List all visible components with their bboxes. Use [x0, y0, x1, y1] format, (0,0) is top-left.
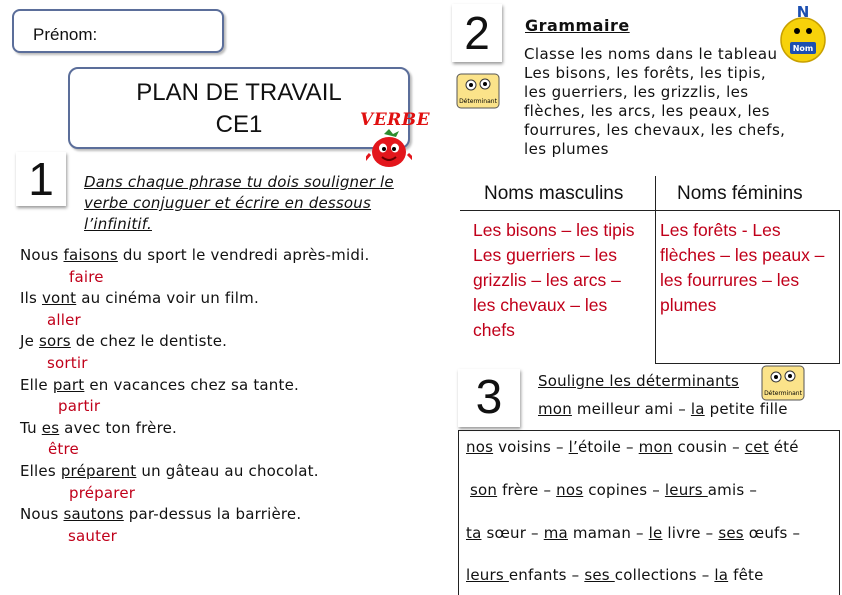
sentence-text: Tu	[20, 418, 42, 437]
instruction-line: Les bisons, les forêts, les tipis,	[524, 64, 767, 82]
section-1-number: 1	[16, 152, 66, 206]
title-line-1: PLAN DE TRAVAIL	[136, 79, 342, 106]
instruction-line: Dans chaque phrase tu dois souligner le	[84, 173, 394, 191]
nom-character-icon	[778, 2, 828, 64]
determinant-text: collections –	[614, 566, 715, 584]
table-header-masculins: Noms masculins	[484, 183, 624, 204]
determinant-line	[466, 566, 764, 584]
sentence	[20, 375, 369, 397]
sentence-verb: faisons	[63, 246, 118, 264]
section-3-frame-top	[458, 430, 840, 431]
section-3-instruction: Souligne les déterminants	[538, 372, 739, 390]
nom-badge-letter: N	[796, 3, 810, 21]
sentence-infinitive: partir	[58, 397, 101, 416]
sentence-verb: es	[41, 418, 60, 437]
determinant-text: amis –	[707, 481, 758, 499]
instruction-line: flèches, les arcs, les peaux, les	[524, 102, 770, 120]
sentence	[20, 461, 369, 483]
sentence-text: avec ton frère.	[59, 418, 178, 437]
sentence-text: Elles	[20, 461, 61, 480]
determinant-word: son	[470, 481, 498, 499]
sentence-infinitive: faire	[69, 267, 104, 286]
determinant-word: ma	[543, 524, 568, 542]
table-cell-masculins	[473, 218, 634, 343]
determinant-icon-label: Déterminant	[764, 390, 802, 397]
determinant-word: ses	[584, 566, 615, 584]
instruction-line: les plumes	[524, 140, 609, 158]
sentence	[20, 504, 369, 526]
sentence-verb: sors	[39, 332, 71, 351]
sentence-text: du sport le vendredi après-midi.	[117, 246, 370, 264]
determinant-dice-icon	[455, 70, 503, 110]
title-line-2: CE1	[215, 111, 263, 138]
cell-line: les chevaux – les	[473, 295, 608, 315]
sentence-infinitive: aller	[47, 310, 81, 329]
cell-line: les fourrures – les	[660, 270, 800, 290]
determinant-line	[466, 524, 800, 542]
determinant-text: étoile –	[577, 438, 639, 456]
prenom-box[interactable]	[12, 9, 224, 53]
determinant-word: mon	[638, 438, 673, 456]
sentence-text: un gâteau au chocolat.	[136, 461, 319, 480]
determinant-text: enfants –	[508, 566, 585, 584]
sentence-text: Nous	[20, 505, 64, 524]
determinant-text: cousin –	[672, 438, 745, 456]
determinant-word: la	[714, 566, 729, 584]
determinant-word: cet	[744, 438, 769, 456]
determinant-word: nos	[556, 481, 584, 499]
section-3-frame-right	[839, 430, 840, 595]
instruction-line: les guerriers, les grizzlis, les	[524, 83, 749, 101]
determinant-text: frère –	[497, 481, 557, 499]
section-3-number: 3	[458, 369, 520, 427]
determinant-text: copines –	[583, 481, 665, 499]
determinant-word: ses	[718, 524, 744, 542]
sentence	[20, 288, 369, 310]
sentence-text: par-dessus la barrière.	[123, 505, 302, 524]
determinant-word: mon	[538, 400, 572, 418]
tomato-character-icon	[366, 128, 412, 170]
noun-table	[460, 176, 840, 364]
sentence-text: de chez le dentiste.	[70, 332, 228, 351]
table-cell-feminins	[660, 218, 824, 318]
determinant-word: leurs	[664, 481, 708, 499]
sentence-verb: préparent	[60, 461, 137, 480]
sentence-verb: sautons	[63, 505, 124, 524]
sentence	[20, 245, 369, 267]
determinant-text: fête	[728, 566, 764, 584]
determinant-text: livre –	[662, 524, 719, 542]
sentence-verb: part	[52, 375, 85, 394]
determinant-word: leurs	[466, 566, 509, 584]
cell-line: plumes	[660, 295, 717, 315]
sentence-text: au cinéma voir un film.	[76, 289, 259, 308]
verb-exercise	[20, 245, 369, 547]
section-1-instruction	[84, 172, 394, 235]
instruction-line: l’infinitif.	[84, 215, 152, 233]
verbe-mascot	[354, 108, 430, 170]
instruction-line: fourrures, les chevaux, les chefs,	[524, 121, 786, 139]
sentence-infinitive: être	[48, 440, 79, 459]
sentence-verb: vont	[41, 289, 77, 308]
sentence-infinitive: sauter	[68, 526, 117, 545]
verbe-mascot-label: VERBE	[360, 110, 431, 130]
determinant-dice-icon	[760, 362, 808, 402]
determinant-text: meilleur ami –	[571, 400, 691, 418]
sentence-text: Elle	[20, 375, 53, 394]
prenom-label: Prénom:	[33, 25, 98, 44]
section-2-instruction	[524, 45, 785, 159]
determinant-word: ta	[466, 524, 482, 542]
cell-line: grizzlis – les arcs –	[473, 270, 621, 290]
sentence-text: Je	[20, 332, 40, 351]
sentence-infinitive: préparer	[69, 483, 136, 502]
cell-line: Les guerriers – les	[473, 245, 617, 265]
cell-line: Les forêts - Les	[660, 220, 781, 240]
determinant-text: petite fille	[704, 400, 788, 418]
cell-line: chefs	[473, 320, 515, 340]
determinant-line	[538, 400, 788, 418]
determinant-text: été	[768, 438, 799, 456]
determinant-icon-label: Déterminant	[459, 98, 497, 105]
determinant-line	[470, 481, 757, 499]
determinant-word: la	[690, 400, 705, 418]
determinant-text: voisins –	[493, 438, 569, 456]
instruction-line: verbe conjuguer et écrire en dessous	[84, 194, 372, 212]
sentence-infinitive: sortir	[47, 353, 88, 372]
determinant-text: œufs –	[743, 524, 801, 542]
section-2-number: 2	[452, 4, 502, 62]
determinant-text: maman –	[567, 524, 649, 542]
sentence-text: Ils	[20, 289, 42, 308]
determinant-text: sœur –	[481, 524, 544, 542]
determinant-word: le	[648, 524, 663, 542]
determinant-line	[466, 438, 799, 456]
determinant-word: l’	[568, 438, 578, 456]
sentence-text: en vacances chez sa tante.	[84, 375, 299, 394]
instruction-line: Classe les noms dans le tableau	[524, 45, 778, 63]
nom-badge-label: Nom	[792, 44, 814, 53]
sentence	[20, 418, 369, 440]
cell-line: Les bisons – les tipis	[473, 220, 635, 240]
nom-badge	[778, 2, 828, 64]
table-header-feminins: Noms féminins	[677, 183, 803, 204]
determinant-word: nos	[466, 438, 494, 456]
cell-line: flèches – les peaux –	[660, 245, 825, 265]
sentence	[20, 331, 369, 353]
section-2-title: Grammaire	[525, 16, 630, 35]
section-3-frame-left	[458, 430, 459, 595]
sentence-text: Nous	[20, 246, 64, 264]
